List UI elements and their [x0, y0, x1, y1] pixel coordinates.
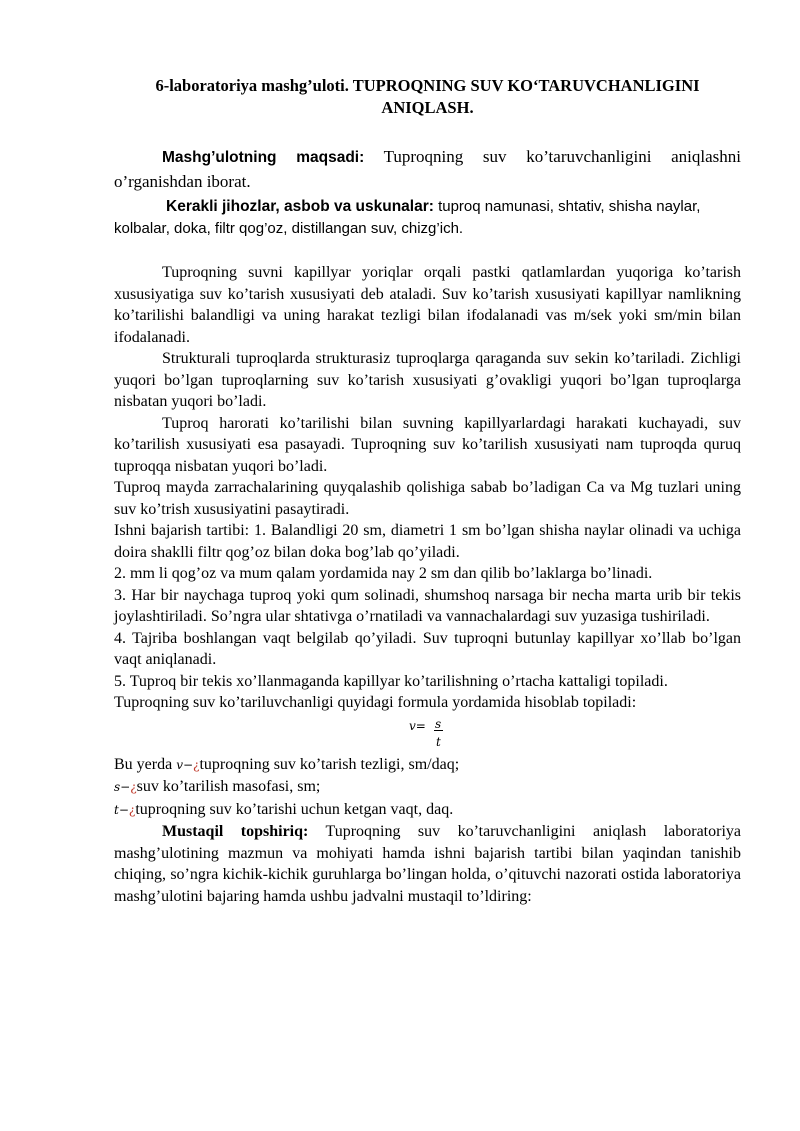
paragraph-1: Tuproqning suvni kapillyar yoriqlar orqali pastki qatlamlardan yuqoriga ko’tarish xususiyatiga suv ko’tarish xususiyati deb ataladi. Suv ko’tarish xususiyati kapillyar namlikning ko’tarilishi balandligi va uning harakat tezligi bilan ifodalanadi vas m/sek yoki sm/min bilan ifodalanadi. — [114, 264, 741, 346]
procedure-step-4: 4. Tajriba boshlangan vaqt belgilab qo’yiladi. Suv tuproqni butunlay kapillyar xo’llab bo’lgan vaqt aniqlanadi. — [114, 629, 741, 668]
task-label: Mustaqil topshiriq: — [162, 823, 309, 840]
definitions-intro: Bu yerda — [114, 755, 177, 773]
equipment-text: tuproq namunasi, shtativ, shisha naylar, kolbalar, doka, filtr qog’oz, distillangan suv, chizg’ich. — [114, 198, 701, 237]
v-symbol: v− — [176, 757, 194, 772]
definition-v — [114, 754, 741, 777]
placeholder-glyph: ¿ — [193, 757, 200, 772]
formula-intro: Tuproqning suv ko’tariluvchanligi quyidagi formula yordamida hisoblab topiladi: — [114, 694, 637, 711]
equipment-paragraph — [114, 196, 741, 240]
definition-t — [114, 799, 741, 822]
t-definition: tuproqning suv ko’tarishi uchun ketgan vaqt, daq. — [135, 800, 454, 818]
equipment-label: Kerakli jihozlar, asbob va uskunalar: — [166, 198, 434, 215]
v-definition: tuproqning suv ko’tarish tezligi, sm/daq; — [199, 755, 460, 773]
paragraph-3: Tuproq harorati ko’tarilishi bilan suvning kapillyarlardagi harakati kuchayadi, suv ko’tarilish xususiyati esa pasayadi. Tuproqning suv ko’tarilish xususiyati nam tuproqda quruq tuproqqa nisbatan yuqori bo’ladi. — [114, 414, 741, 475]
s-symbol: s− — [114, 780, 131, 794]
title-line-2: ANIQLASH. — [381, 98, 474, 117]
procedure-step-3: 3. Har bir naychaga tuproq yoki qum solinadi, shumshoq narsaga bir necha marta urib bir tekis joylashtiriladi. So’ngra ular shtativga o’rnatiladi va vannachalardagi suv yuzasiga tushiriladi. — [114, 586, 741, 625]
velocity-formula — [114, 714, 741, 754]
t-symbol: t− — [114, 802, 129, 817]
purpose-paragraph — [114, 145, 741, 194]
paragraph-2: Strukturali tuproqlarda strukturasiz tuproqlarga qaraganda suv sekin ko’tariladi. Zichligi yuqori bo’lgan tuproqlarning suv ko’tarish xususiyati g’ovakligi yuqori bo’lgan tuproqlarga nisbatan yuqori bo’ladi. — [114, 350, 741, 410]
purpose-text: Tuproqning suv ko’taruvchanligini aniqlashni o’rganishdan iborat. — [114, 147, 741, 191]
procedure-step-5: 5. Tuproq bir tekis xo’llanmaganda kapillyar ko’tarilishning o’rtacha kattaligi topiladi. — [114, 672, 668, 690]
salts-paragraph: Tuproq mayda zarrachalarining quyqalashib qolishiga sabab bo’ladigan Ca va Mg tuzlari uning suv ko’trish xususiyatini pasaytiradi. — [114, 479, 741, 518]
formula-numerator: s — [435, 716, 442, 731]
placeholder-glyph: ¿ — [130, 780, 137, 794]
page-title — [114, 75, 741, 119]
procedure-step-1: Ishni bajarish tartibi: 1. Balandligi 20 sm, diametri 1 sm bo’lgan shisha naylar olinadi va uchiga doira shaklli filtr qog’oz bilan doka bog’lab qo’yiladi. — [114, 522, 741, 561]
purpose-label: Mashg’ulotning maqsadi: — [162, 149, 365, 166]
independent-task — [114, 821, 741, 907]
definition-s — [114, 776, 741, 799]
procedure-step-2: 2. mm li qog’oz va mum qalam yordamida nay 2 sm dan qilib bo’laklarga bo’linadi. — [114, 565, 653, 582]
document-page — [114, 70, 741, 907]
task-text: Tuproqning suv ko’taruvchanligini aniqlash laboratoriya mashg’ulotining mazmun va mohiyati hamda ishni bajarish tartibi bilan yaqindan tanishib chiqing, so’ngra kichik-kichik guruhlarga bo’lingan holda, o’qituvchi nazorati ostida laboratoriya mashg’ulotini bajaring hamda ushbu jadvalni mustaqil to’ldiring: — [114, 823, 741, 905]
formula-lhs: v= — [409, 718, 426, 733]
formula-denominator: t — [436, 734, 441, 749]
s-definition: suv ko’tarilish masofasi, sm; — [136, 778, 321, 795]
placeholder-glyph: ¿ — [128, 802, 136, 817]
fraction-bar — [434, 730, 443, 731]
title-line-1: 6-laboratoriya mashg’uloti. TUPROQNING SUV KO‘TARUVCHANLIGINI — [155, 76, 700, 95]
